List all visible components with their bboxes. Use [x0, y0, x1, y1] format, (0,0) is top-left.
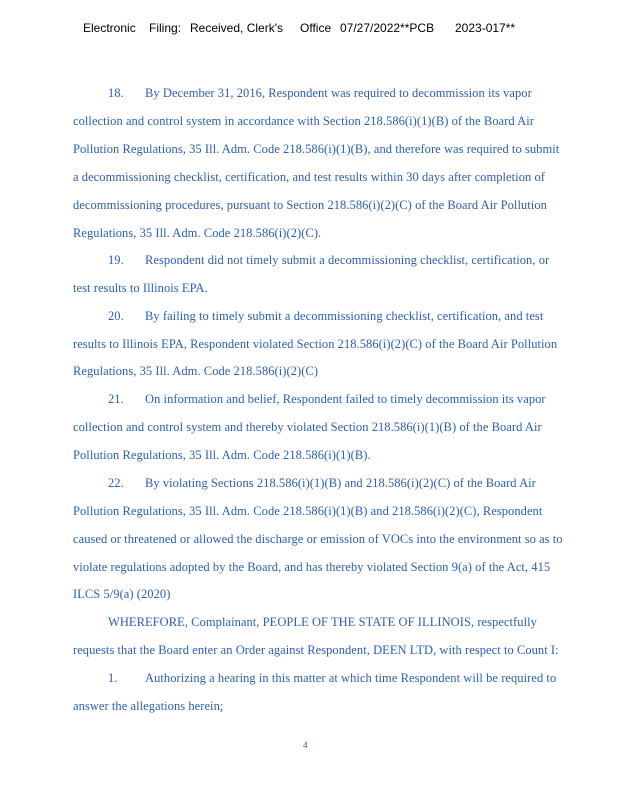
paragraph-21-line-1: 21. On information and belief, Respondent failed to timely decommission its vapor [108, 392, 546, 406]
prayer-item-1-line-2: answer the allegations herein; [73, 699, 224, 713]
wherefore-line-1: WHEREFORE, Complainant, PEOPLE OF THE STATE OF ILLINOIS, respectfully [108, 615, 537, 629]
paragraph-number: 19. [108, 253, 124, 267]
paragraph-number: 21. [108, 392, 124, 406]
paragraph-20-line-3: Regulations, 35 Ill. Adm. Code 218.586(i)(2)(C) [73, 364, 319, 378]
paragraph-22-line-3: caused or threatened or allowed the discharge or emission of VOCs into the environment so as to [73, 532, 563, 546]
paragraph-20-line-2: results to Illinois EPA, Respondent violated Section 218.586(i)(2)(C) of the Board Air Pollution [73, 337, 558, 351]
paragraph-19-line-1: 19. Respondent did not timely submit a decommissioning checklist, certification, or [108, 253, 550, 267]
paragraph-22-line-5: ILCS 5/9(a) (2020) [73, 587, 171, 601]
header-date: 07/27/2022**PCB [340, 21, 435, 35]
paragraph-18-line-4: a decommissioning checklist, certification, and test results within 30 days after completion of [73, 170, 545, 184]
paragraph-19-line-2: test results to Illinois EPA. [73, 281, 208, 295]
paragraph-22-line-2: Pollution Regulations, 35 Ill. Adm. Code 218.586(i)(1)(B) and 218.586(i)(2)(C), Respondent [73, 504, 543, 518]
page-number: 4 [303, 740, 308, 750]
paragraph-20-line-1: 20. By failing to timely submit a decommissioning checklist, certification, and test [108, 309, 544, 323]
paragraph-18-line-5: decommissioning procedures, pursuant to Section 218.586(i)(2)(C) of the Board Air Pollution [73, 198, 547, 212]
item-number: 1. [108, 671, 118, 685]
header-electronic: Electronic [83, 21, 136, 35]
paragraph-number: 22. [108, 476, 124, 490]
paragraph-21-line-3: Pollution Regulations, 35 Ill. Adm. Code 218.586(i)(1)(B). [73, 448, 371, 462]
paragraph-22-line-4: violate regulations adopted by the Board, and has thereby violated Section 9(a) of the Act, 415 [73, 560, 551, 574]
paragraph-22-line-1: 22. By violating Sections 218.586(i)(1)(B) and 218.586(i)(2)(C) of the Board Air [108, 476, 536, 490]
paragraph-number: 18. [108, 86, 124, 100]
paragraph-number: 20. [108, 309, 124, 323]
paragraph-18-line-2: collection and control system in accordance with Section 218.586(i)(1)(B) of the Board Air [73, 114, 534, 128]
header-received: Received, Clerk's [190, 21, 283, 35]
header-case: 2023-017** [455, 21, 516, 35]
paragraph-21-line-2: collection and control system and thereby violated Section 218.586(i)(1)(B) of the Board Air [73, 420, 542, 434]
prayer-item-1-line-1: 1. Authorizing a hearing in this matter at which time Respondent will be required to [108, 671, 557, 685]
paragraph-18-line-1: 18. By December 31, 2016, Respondent was required to decommission its vapor [108, 86, 532, 100]
header-filing: Filing: [149, 21, 182, 35]
wherefore-line-2: requests that the Board enter an Order against Respondent, DEEN LTD, with respect to Count I: [73, 643, 559, 657]
paragraph-18-line-3: Pollution Regulations, 35 Ill. Adm. Code 218.586(i)(1)(B), and therefore was required to submit [73, 142, 560, 156]
header-office: Office [300, 21, 332, 35]
paragraph-18-line-6: Regulations, 35 Ill. Adm. Code 218.586(i)(2)(C). [73, 226, 322, 240]
